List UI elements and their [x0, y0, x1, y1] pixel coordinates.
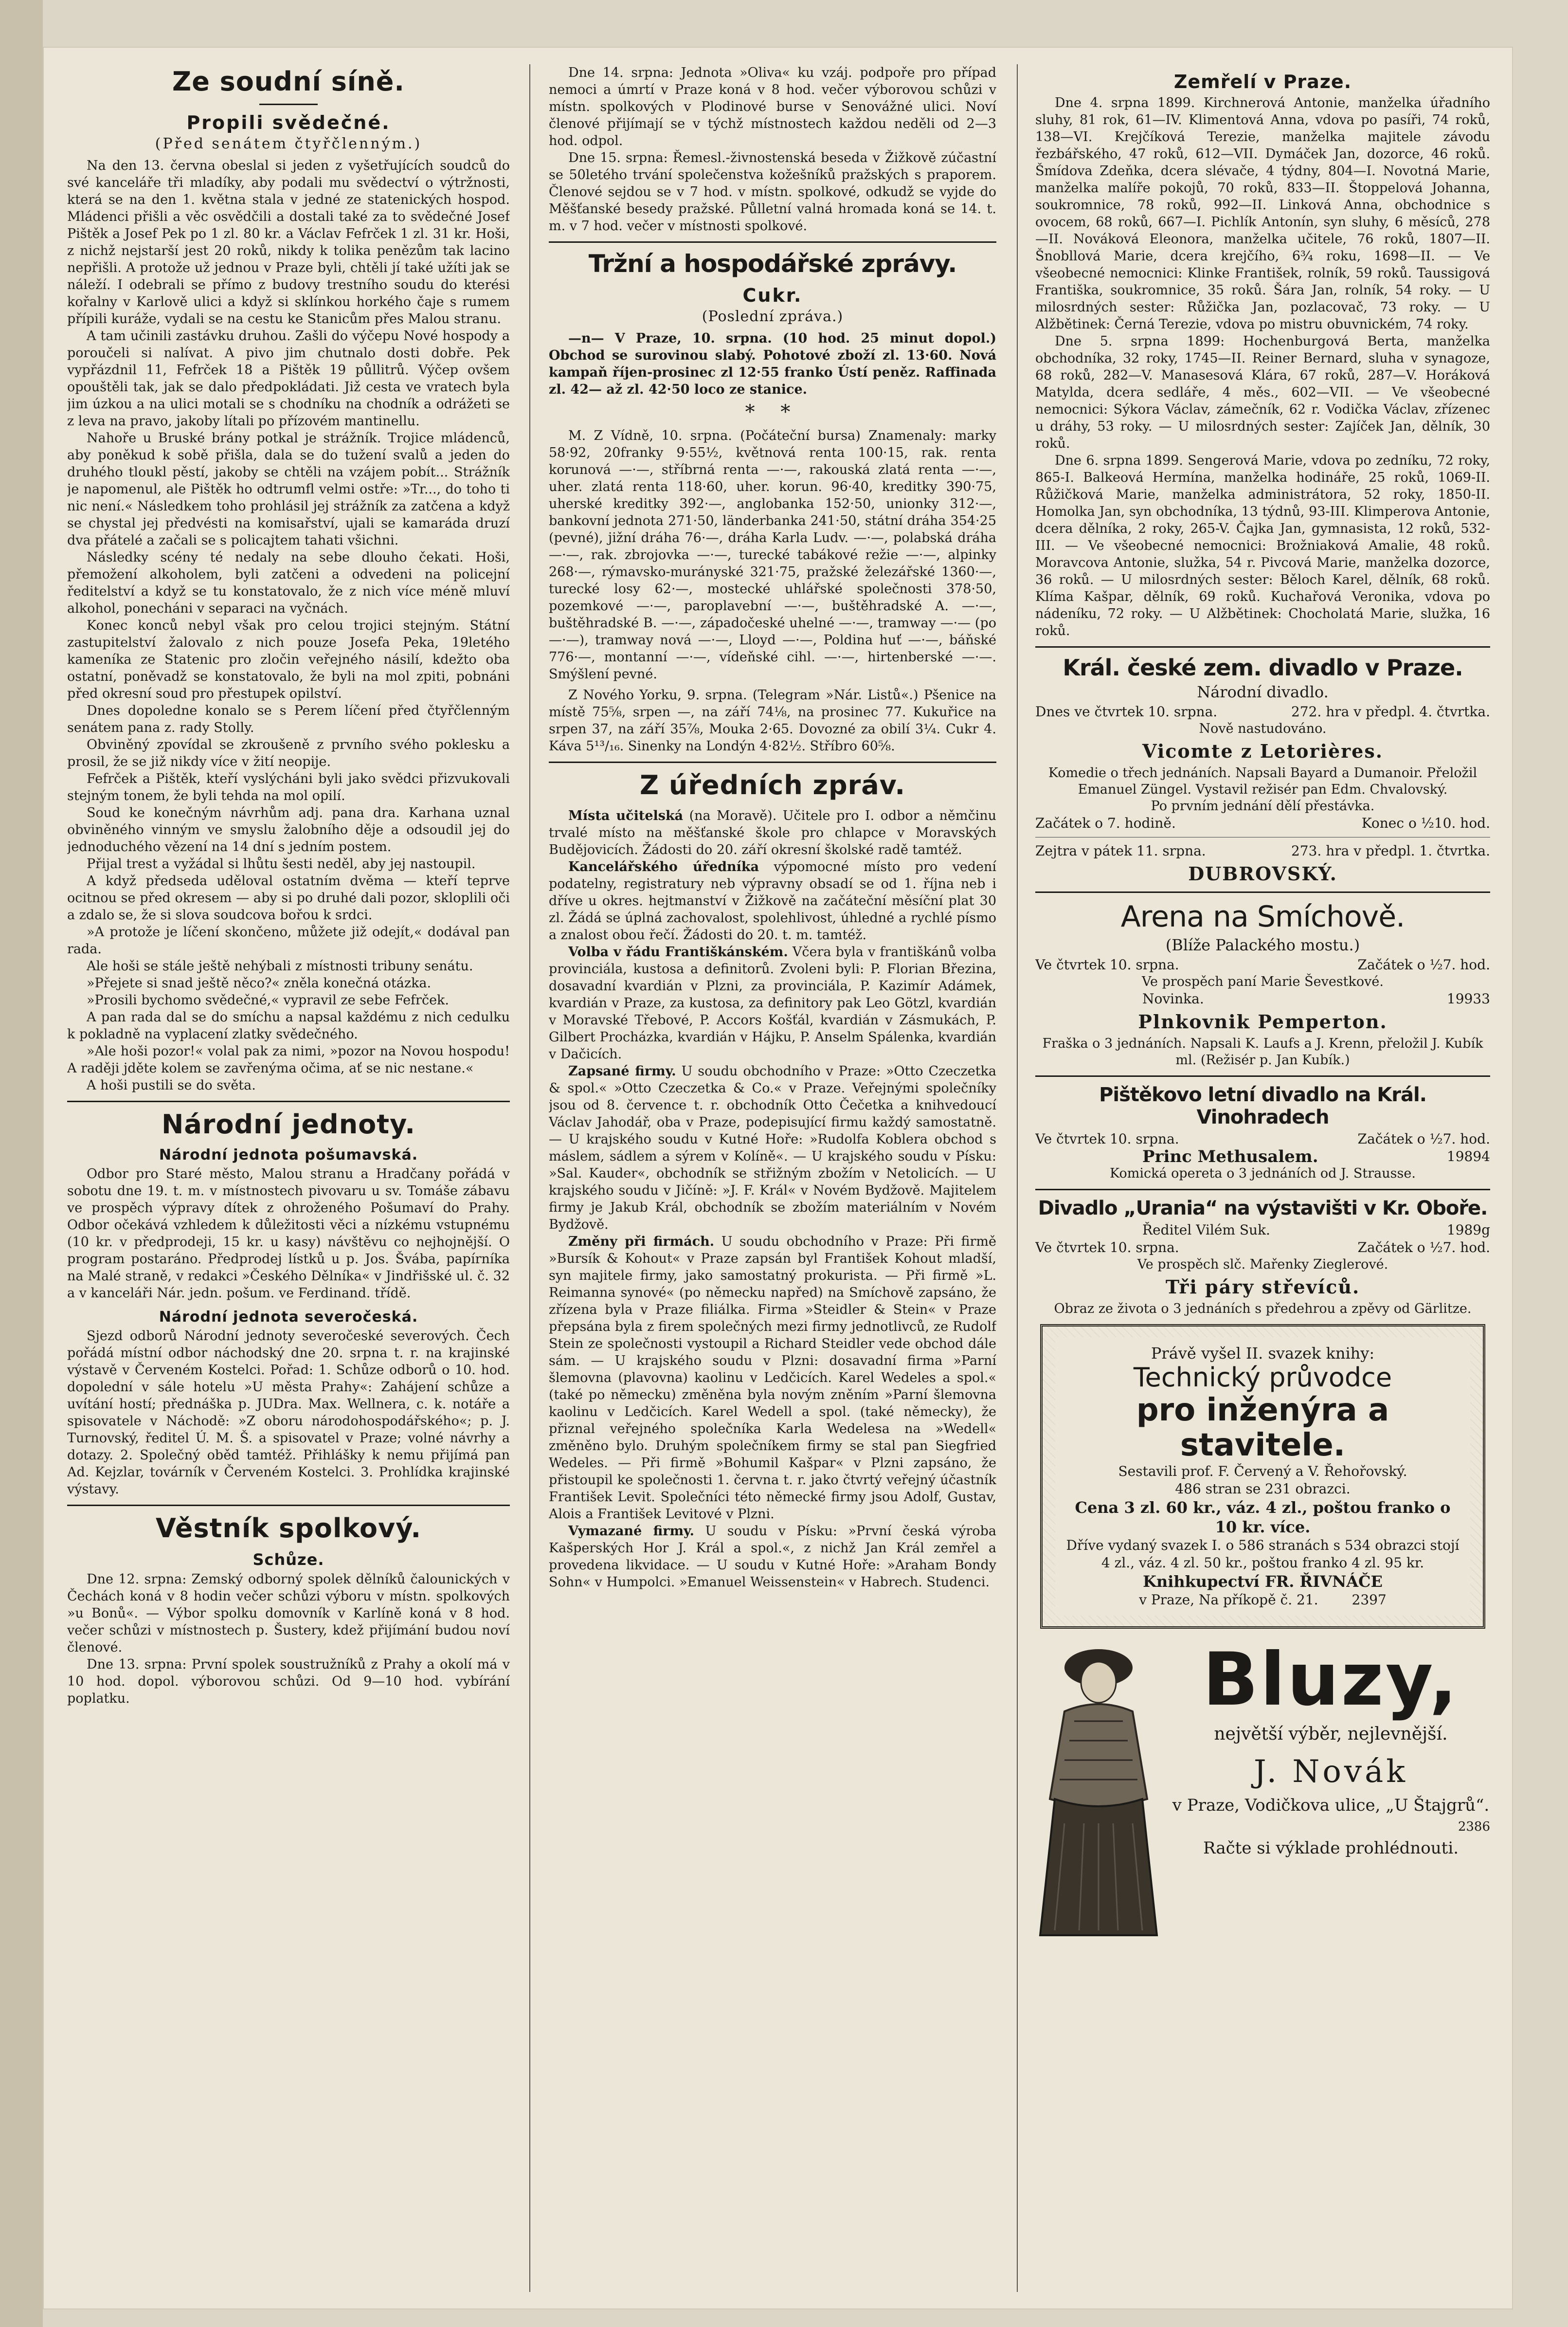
listing-row [1035, 842, 1490, 860]
theater-listing [1035, 900, 1490, 1069]
column-rule [1017, 64, 1018, 2292]
paragraph: »Prosili bychomo svědečné,« vypravil ze sebe Fefrček. [87, 993, 450, 1008]
item-text: výpomocné místo pro vedení podatelny, registratury neb výpravny obsadí se od 1. října neb i dříve u okres. hejtmanství v Žižkově na začáteční měsíční plat 30 zl. Žádá se úplná zachovalost, spolehlivost, úhledné a rychlé písmo a znalost obou řečí. Žádosti do 20. t. m. tamtéž. [549, 859, 996, 943]
paragraph: Ale hoši se stále ještě nehýbali z místnosti tribuny senátu. [87, 959, 473, 974]
listing-caption: Ve prospěch paní Marie Ševestkové. [1142, 974, 1384, 989]
section-heading: Zemřelí v Praze. [1173, 71, 1352, 92]
book-advertisement [1040, 1324, 1485, 1629]
paragraph: Na den 13. června obeslal si jeden z vyšetřujících soudců do své kanceláře tři mladíky, aby podali mu svědectví o výtržnosti, která se na den 1. května stala v jedné ze statenických hospod. Mládenci přišli a věc osvědčili a dostali také za to svědečné Josef Pištěk a Josef Pek po 1 zl. 80 kr. a Václav Fefrček 1 zl. 31 kr. Hoši, z nichž nejstarší jest 20 roků, nikdy k tolika penězům tak lacino nepřišli. A protože už jednou v Praze byli, chtěli jí také užíti jak se náleží. I odebrali se přímo z budovy trestního soudu do kterési kořalny v Karlově ulici a když si sklínkou horkého čaje s rumem přípili kuráže, vydali se na cestu ke Stanicům přes Malou stranu. [67, 158, 510, 327]
paragraph: Obviněný zpovídal se zkroušeně z prvního svého poklesku a prosil, že se již nikdy více v žití neopije. [67, 737, 510, 769]
ad-address: v Praze, Vodičkova ulice, „U Štajgrů“. [1172, 1796, 1490, 1815]
ad-number: 2386 [1458, 1819, 1490, 1834]
item-title: Kancelářského úředníka [568, 859, 759, 874]
paragraph: Soud ke konečným návrhům adj. pana dra. Karhana uznal obviněného vinným ve smyslu žalobního děje a odsoudil jej do jednoduchého vězení na 14 dní s jedním postem. [67, 805, 510, 854]
listing-row [1035, 815, 1490, 832]
theater-subtitle: Národní divadlo. [1197, 683, 1329, 701]
ad-headline: Technický průvodce [1133, 1362, 1392, 1393]
play-title: Princ Methusalem. [1142, 1147, 1318, 1166]
play-title: Vicomte z Letorières. [1142, 740, 1383, 762]
article-body [1035, 94, 1490, 639]
listing-date: Zejtra v pátek 11. srpna. [1035, 843, 1206, 859]
section-heading: Národní jednoty. [162, 1109, 415, 1140]
ad-price: Cena 3 zl. 60 kr., váz. 4 zl., poštou franko o 10 kr. více. [1075, 1498, 1451, 1536]
item-title: Změny při firmách. [568, 1234, 715, 1249]
listing-caption: Komická opereta o 3 jednáních od J. Strausse. [1110, 1166, 1416, 1181]
item-title: Místa učitelská [568, 808, 684, 823]
listing-start: Začátek o 7. hodině. [1035, 815, 1176, 831]
play-title: DUBROVSKÝ. [1188, 863, 1337, 885]
ad-line: největší výběr, nejlevnější. [1214, 1724, 1448, 1744]
ad-headline: Bluzy, [1203, 1637, 1459, 1722]
listing-end: Konec o ½10. hod. [1361, 815, 1490, 831]
item-text: (na Moravě). Učitele pro I. odbor a němčinu trvalé místo na měšťanské škole pro chlapce v Moravských Budějovicích. Žádosti do 20. září okresní školské radě tamtéž. [549, 808, 996, 857]
theater-name: Král. české zem. divadlo v Praze. [1063, 654, 1463, 681]
paragraph: »Přejete si snad ještě něco?« zněla konečná otázka. [87, 976, 432, 991]
ad-address: v Praze, Na příkopě č. 21. [1139, 1592, 1318, 1608]
paragraph: Dne 5. srpna 1899: Hochenburgová Berta, manželka obchodníka, 32 roky, 1745—II. Reiner Bernard, sluha v synagoze, 68 roků, 282—V. Manasesová Klára, 67 roků, 287—V. Horáková Matylda, dcera sedláře, 4 měs., 602—VII. — Ve všeobecné nemocnici: Sýkora Václav, zámečník, 62 r. Vodička Václav, zřízenec u dráhy, 53 roky. — U milosrdných sester: Zajíček Jan, dělník, 30 roků. [1035, 334, 1490, 451]
listing-row [1035, 1239, 1490, 1256]
ad-line: Dříve vydaný svazek I. o 586 stranách s 534 obrazci stojí 4 zl., váz. 4 zl. 50 kr., poštou franko 4 zl. 95 kr. [1066, 1537, 1460, 1571]
divider [67, 1505, 510, 1506]
ad-number: 2397 [1352, 1592, 1387, 1608]
listing-note: Novinka. [1142, 991, 1204, 1007]
ad-text [1171, 1638, 1490, 1940]
paragraph: Sjezd odborů Národní jednoty severočeské severových. Čech pořádá místní odbor náchodský dne 20. srpna t. r. na krajinské výstavě v Červeném Kostelci. Pořad: 1. Schůze odborů o 10. hod. dopolední v sále hotelu »U města Prahy«: Zahájení schůze a uvítání hostí; přednáška p. JUDra. Max. Wellnera, c. k. notáře a spisovatele v Náchodě: »Z oboru národohospodářského«; p. J. Turnovský, ředitel Ú. M. Š. a spisovatel v Praze; volné návrhy a dotazy. 2. Společný oběd tamtéž. Přihlášky k nemu přijímá pan Ad. Kejzlar, továrník v Červeném Kostelci. 3. Prohlídka krajinské výstavy. [67, 1328, 510, 1497]
divider [259, 104, 318, 105]
column-3 [1035, 64, 1490, 2292]
paragraph [549, 1233, 996, 1523]
ad-inner [1055, 1337, 1470, 1616]
section-heading: Ze soudní síně. [172, 66, 405, 97]
paragraph: Dne 12. srpna: Zemský odborný spolek dělníků čalounických v Čechách koná v 8 hodin večer schůzi výboru v místn. spolkových »u Bonů«. — Výbor spolku domovník v Karlíně koná v 8 hod. večer schůzi v místnostech p. Šustery, kdež přijímání budou noví členové. [67, 1572, 510, 1655]
section-heading: Tržní a hospodářské zprávy. [588, 250, 957, 278]
ad-merchant: J. Novák [1254, 1754, 1408, 1790]
paragraph: »Ale hoši pozor!« volal pak za nimi, »pozor na Novou hospodu! A raději jděte kolem se zavřenýma očima, ať se nic nestane.« [67, 1044, 510, 1076]
paragraph: Dne 15. srpna: Řemesl.-živnostenská beseda v Žižkově zúčastní se 50letého trvání společenstva kožešníků pražských s praporem. Členové sejdou se v 7 hod. v místn. spolkové, odkudž se vyjde do Měšťanské besedy pražské. Půlletní valná hromada koná se 14. t. m. v 7 hod. večer v místnosti spolkové. [549, 150, 996, 234]
listing-row [1035, 1130, 1490, 1148]
listing-caption: Ve prospěch slč. Mařenky Zieglerové. [1137, 1257, 1388, 1272]
ad-line: Račte si výklade prohlédnouti. [1203, 1838, 1459, 1858]
subsection-title: Národní jednota pošumavská. [159, 1146, 418, 1164]
paragraph: Odbor pro Staré město, Malou stranu a Hradčany pořádá v sobotu dne 19. t. m. v místnostech pivovaru u sv. Tomáše zábavu ve prospěch výpravy dítek z ohroženého Pošumaví do Prahy. Odbor očekává vzhledem k důležitosti věci a nízkému vstupnému (10 kr. v předprodeji, 15 kr. u kasy) návštěvu co nejhojnější. O program postaráno. Předprodej lístků u p. Jos. Švába, papírníka na Malé straně, v redakci »Českého Dělníka« v Jindřišské ul. č. 32 a v kanceláři Nár. jedn. pošum. ve Ferdinand. třídě. [67, 1166, 510, 1301]
article-title: Propili svědečné. [186, 112, 391, 133]
section-heading: Z úředních zpráv. [640, 770, 905, 800]
column-1 [67, 64, 510, 2292]
subsection-subtitle: (Poslední zpráva.) [702, 308, 844, 325]
paragraph [549, 858, 996, 944]
theater-name: Divadlo „Urania“ na výstavišti v Kr. Obоře. [1038, 1197, 1488, 1219]
section-heading: Věstník spolkový. [155, 1513, 421, 1544]
item-text: U soudu obchodního v Praze: Při firmě »Bursík & Kohout« v Praze zapsán byl František Kohout mladší, syn majitele firmy, jako samostatný prokurista. — Při firmě »L. Reimanna synové« (po německu napřed) na Smíchově zapsáno, že zřízena byla v Praze filiálka. Firma »Steidler & Stein« v Praze přepsána byla z firem společných mezi firmy jednotlivců, ze Rudolf Stein ze společnosti vystoupil a Richard Steidler vede obchod dále sám. — U krajského soudu v Plzni: dosavadní firma »Parní šlemovna (plavovna) kaolinu v Ledčicích. Karel Wedeles a spol.« (také po německu) změněna byla novým zněním »Parní šlemovna kaolinu v Ledčicích. Karel Wedell a spol. (také německy), že přiznal veřejného společníka Karla Wedelesa na »Wedell« změněno bylo. Druhým společníkem firmy se stal pan Siegfried Wedeles. — Při firmě »Bohumil Kašpar« v Plzni zapsáno, že přistoupil ke společnosti 1. června t. r. jako čtvrtý veřejný účastník František Levit. Společníci této německé firmy jsou Adolf, Gustav, Alois a František Levitové v Plzni. [549, 1234, 996, 1522]
paragraph: »A protože je líčení skončeno, můžete již odejít,« dodával pan rada. [67, 925, 510, 957]
item-text: U soudu v Písku: »První česká výroba Kašperských Hor J. Král a spol.«, z nichž Jan Král zemřel a provedena likvidace. — U soudu v Kutné Hoře: »Araham Bondy Sohn« v Humpolci. »Emanuel Weissenstein« v Habrech. Studenci. [549, 1524, 996, 1590]
paragraph: Dne 6. srpna 1899. Sengerová Marie, vdova po zedníku, 72 roky, 865-I. Balkeová Hermína, manželka hodináře, 25 roků, 1069-II. Růžičková Marie, manželka administrátora, 52 roky, 1850-II. Homolka Jan, syn obchodníka, 13 týdnů, 93-III. Klimperova Antonie, dcera dělníka, 2 roky, 265-V. Čajka Jan, gymnasista, 12 roků, 532-III. — Ve všeobecné nemocnici: Brožniaková Amalie, 48 roků. Moravcova Antonie, služka, 54 r. Pivcová Marie, manželka dozorce, 36 roků. — U milosrdných sester: Běloch Karel, dělník, 68 roků. Klíma Kašpar, dělník, 69 roků. Kuchařová Veronika, vdova po nádeníku, 72 roky. — U Alžbětinek: Chocholatá Marie, služka, 16 roků. [1035, 453, 1490, 638]
divider [1035, 646, 1490, 648]
ad-line: 486 stran se 231 obrazci. [1175, 1481, 1351, 1497]
play-title: Tři páry střevíců. [1165, 1276, 1360, 1298]
listing-start: Začátek o ½7. hod. [1357, 1131, 1490, 1147]
paragraph [549, 1063, 996, 1233]
item-title: Zapsané firmy. [568, 1064, 676, 1079]
article-body [67, 157, 510, 1094]
ad-line [1062, 1591, 1463, 1609]
paragraph: Nahoře u Bruské brány potkal je strážník. Trojice mládenců, aby poněkud k sobě přišla, dala se do tužení svalů a jeden do druhého tloukl pěstí, jakoby se chtěli na vzájem pobít... Strážník je napomenul, ale Pištěk ho odtrumfl velmi ostře: »Tr..., do toho ti nic není.« Následkem toho prohlásil jej strážník za zatčena a když se chystal jej předvésti na komisařství, ujali se kamaráda druzí dva přátelé a začali se s policajtem tahati všichni. [67, 431, 510, 548]
paragraph: A pan rada dal se do smíchu a napsal každému z nich cedulku k pokladně na vyplacení zlatky svědečného. [67, 1010, 510, 1042]
ad-line: Sestavili prof. F. Červený a V. Řehořovský. [1118, 1463, 1407, 1479]
paragraph: Dne 4. srpna 1899. Kirchnerová Antonie, manželka úřadního sluhy, 81 rok, 61—IV. Klimentová Anna, vdova po pasíři, 74 roků, 138—VI. Krejčíková Terezie, manželka majitele závodu řezbářského, 47 roků, 612—VII. Dymáček Jan, dozorce, 46 roků. Šmídova Zdeňka, dcera slévače, 4 týdny, 804—I. Novotná Marie, manželka malíře pokojů, 70 roků, 833—II. Štoppelová Johanna, soukromnice, 78 roků, 992—II. Linková Anna, obchodnice s ovocem, 68 roků, 667—I. Pichlík Antonín, syn sluhy, 6 měsíců, 278—II. Nováková Eleonora, manželka učitele, 76 roků, 1807—II. Šnobllová Marie, dcera krejčího, 6¾ roku, 1698—II. — Ve všeobecné nemocnici: Klinke František, rolník, 59 roků. Taussigová Františka, soukromnice, 35 roků. Šára Jan, rolník, 54 roky. — U milosrdných sester: Růžička Jan, pozlacovač, 73 roky. — U Alžbětinek: Černá Terezie, vdova po mistru obuvnickém, 74 roky. [1035, 95, 1490, 332]
listing-date: Ve čtvrtek 10. srpna. [1035, 957, 1179, 973]
theater-listing [1035, 1197, 1490, 1317]
blouse-advertisement [1035, 1638, 1490, 1940]
paragraph: M. Z Vídně, 10. srpna. (Počáteční bursa) Znamenaly: marky 58·92, 20franky 9·55½, květnová renta 100·15, rak. renta korunová —·—, stříbrná renta —·—, rakouská zlatá renta —·—, uher. zlatá renta 118·60, uher. korun. 96·40, kreditky 390·75, uherské kreditky 392·—, anglobanka 152·50, unionky 312·—, bankovní jednota 271·50, länderbanka 241·50, státní dráha 354·25 (pevné), jižní dráha 76·—, dráha Karla Ludv. —·—, polabská dráha —·—, rak. zbrojovka —·—, turecké tabákové režie —·—, alpinky 268·—, rýmavsko-murányské 321·75, pražské železářské 1360·—, turecké losy 62·—, mostecké uhlářské společnosti 378·50, pozemkové —·—, paroplavební —·—, buštěhradské A. —·—, buštěhradské B. —·—, západočeské uhelné —·—, tramway —·— (po —·—), tramway nová —·—, Lloyd —·—, Poldina huť —·—, báňské 776·—, montanní —·—, vídeňské cihl. —·—, hirtenberské —·—. Smýšlení pevné. [549, 428, 996, 682]
paragraph: Přijal trest a vyžádal si lhůtu šesti neděl, aby jej nastoupil. [87, 856, 476, 872]
paragraph: Fefrček a Pištěk, kteří vyslýcháni byli jako svědci přizvukovali stejným tonem, že byli tehda na mol opilí. [67, 771, 510, 803]
theater-listing [1035, 1084, 1490, 1182]
listing-number: 19894 [1446, 1148, 1490, 1164]
paragraph: A když předseda uděloval ostatním dvěma — kteří teprve ocitnou se před okresem — aby si po druhé dali pozor, skloplili oči a zdalo se, že si slova soudcova bořou k srdci. [67, 873, 510, 923]
ad-headline: pro inženýra a stavitele. [1136, 1392, 1389, 1463]
theater-listing [1035, 654, 1490, 885]
article-subtitle: (Před senátem čtyřčlenným.) [155, 135, 422, 152]
theater-director: Ředitel Vilém Suk. [1142, 1222, 1270, 1238]
listing-date: Ve čtvrtek 10. srpna. [1035, 1131, 1179, 1147]
divider [67, 1101, 510, 1102]
listing-number: 19933 [1446, 991, 1490, 1007]
paragraph: A tam učinili zastávku druhou. Zašli do výčepu Nové hospody a poroučeli si nalívat. A pivo jim chutnalo dosti dobře. Pek vypřázdnil 11, Fefrček 18 a Pištěk 19 půllitrů. Výčep ovšem opouštěli tak, jak se dalo předpokládati. Již cesta ve vratech byla jim úzkou a na ulici motali se s chodníku na chodník a odrážeti se z leva na pravo, jakoby lítali po přízovém mantinellu. [67, 328, 510, 429]
listing-start: Začátek o ½7. hod. [1357, 1239, 1490, 1255]
divider [1035, 891, 1490, 893]
divider [1035, 1189, 1490, 1190]
item-text: Včera byla v františkánů volba provinciála, kustosa a definitorů. Zvoleni byli: P. Florian Březina, dosavadní kvardián v Plzni, za provinciála, P. Kazimír Adámek, kvardián v Praze, za kustosa, za definitory pak Leo Götzl, kvardián v Moravské Třebové, P. Accors Košťál, kvardián v Zásmukách, P. Gilbert Procházka, kvardián v Hájku, P. Anselm Spálenka, kvardián v Dačicích. [549, 945, 996, 1062]
theater-subtitle: (Blíže Palackého mostu.) [1165, 936, 1360, 954]
divider [549, 241, 996, 243]
listing-row [1035, 1221, 1490, 1239]
listing-date: Ve čtvrtek 10. srpna. [1035, 1239, 1179, 1255]
paragraph [549, 1523, 996, 1591]
subsection-title: Národní jednota severočeská. [159, 1309, 418, 1326]
column-2 [549, 64, 996, 2292]
column-rule [529, 64, 530, 2292]
item-title: Volba v řádu Františkánském. [568, 945, 788, 960]
item-text: U soudu obchodního v Praze: »Otto Czeczetka & spol.« »Otto Czeczetka & Co.« v Praze. Veřejnými společníky jsou od 8. července t. r. obchodník Otto Čečetka a knihvedoucí Václav Jahodář, oba v Praze, podepisující firmu každý samostatně. — U krajského soudu v Kutné Hoře: »Rudolfa Koblera obchod s máslem, sádlem a sýrem v Kolíně«. — U krajského soudu v Písku: »Sal. Kauder«, obchodník se střižným zbožím v Netolicích. — U krajského soudu v Jičíně: »J. F. Král« v Novém Bydžově. Majitelem firmy je Jakub Král, obchodník se zbožím materiálním v Novém Bydžově. [549, 1064, 996, 1232]
theater-name: Pištěkovo letní divadlo na Král. Vinohradech [1099, 1084, 1426, 1128]
newspaper-page [43, 47, 1513, 2309]
paragraph: —n— V Praze, 10. srpna. (10 hod. 25 minut dopol.) Obchod se surovinou slabý. Pohotové zboží zl. 13·60. Nová kampaň říjen-prosinec zl 12·55 franko Ústí peněz. Raffinada zl. 42— až zl. 42·50 loco ze stanice. [549, 331, 996, 397]
paragraph [549, 944, 996, 1063]
paragraph: Dne 14. srpna: Jednota »Oliva« ku vzáj. podpoře pro případ nemoci a úmrtí v Praze koná v 8 hod. večer výborovou schůzi v místn. spolkových v Plodinové burse v Senovážné ulici. Noví členové přijímají se v týchž místnostech každou neděli od 2—3 hod. odpol. [549, 65, 996, 148]
subsection-title: Cukr. [742, 285, 803, 306]
paragraph: Z Nového Yorku, 9. srpna. (Telegram »Nár. Listů«.) Pšenice na místě 75⅝, srpen —, na září 74⅛, na prosinec 77. Kukuřice na srpen 37, na září 35⅞, Mouka 2·65. Dovozné za obilí 3¼. Cukr 4. Káva 5¹³/₁₆. Sinenky na Londýn 4·82½. Stříbro 60⅝. [549, 688, 996, 754]
paragraph: Dnes dopoledne konalo se s Perem líčení před čtyřčlenným senátem pana z. rady Stolly. [67, 703, 510, 735]
ad-publisher: Knihkupectví FR. ŘIVNÁČE [1143, 1572, 1383, 1591]
subsection-title: Schůze. [252, 1550, 324, 1569]
paragraph: Dne 13. srpna: První spolek soustružníků z Prahy a okolí má v 10 hod. dopol. výborovou schůzi. Od 9—10 hod. vybírání poplatku. [67, 1657, 510, 1706]
article-body [67, 1571, 510, 1707]
listing-start: Začátek o ½7. hod. [1357, 957, 1490, 973]
listing-row [1035, 1148, 1490, 1165]
listing-note: 272. hra v předpl. 4. čtvrtka. [1291, 704, 1490, 720]
listing-date: Dnes ve čtvrtek 10. srpna. [1035, 704, 1218, 720]
paragraph: Následky scény té nedaly na sebe dlouho čekati. Hoši, přemožení alkoholem, byli zatčeni a odvedeni na policejní ředitelství a když se tu konstatovalo, že z nich více méně mluví alkohol, ponecháni v separaci na vyčnách. [67, 550, 510, 616]
listing-number: 1989g [1446, 1222, 1490, 1238]
listing-caption: Nově nastudováno. [1199, 721, 1327, 736]
paragraph [549, 807, 996, 858]
divider [1035, 1075, 1490, 1077]
item-title: Vymazané firmy. [568, 1524, 695, 1539]
listing-row [1035, 703, 1490, 721]
separator-stars: * * [745, 401, 800, 423]
theater-name: Arena na Smíchově. [1120, 900, 1405, 934]
listing-caption: Obraz ze života o 3 jednáních s předehrou a zpěvy od Gärlitze. [1054, 1301, 1472, 1316]
listing-row [1035, 990, 1490, 1008]
play-title: Plnkovnik Pemperton. [1138, 1011, 1388, 1033]
paragraph: Konec konců nebyl však pro celou trojici stejným. Státní zastupitelství žalovalo z nich pouze Josefa Peka, 19letého kameníka ze Statenic pro zločin veřejného násilí, kdežto oba ostatní, poněvadž se konstatovalo, že byli na mol zpiti, pobnáni před okresní soud pro přestupek opilství. [67, 618, 510, 701]
ad-line: Právě vyšel II. svazek knihy: [1151, 1344, 1375, 1363]
notices [549, 64, 996, 235]
listing-caption: Po prvním jednání dělí přestávka. [1151, 799, 1375, 814]
listing-caption: Komedie o třech jednáních. Napsali Bayard a Dumanoir. Přeložil Emanuel Züngel. Vystavil režisér pan Edm. Chvalovský. [1048, 765, 1478, 797]
woman-in-blouse-illustration [1035, 1638, 1162, 1940]
listing-row [1035, 956, 1490, 974]
binding-edge [0, 0, 43, 2327]
divider [549, 762, 996, 763]
listing-note: 273. hra v předpl. 1. čtvrtka. [1291, 843, 1490, 859]
paragraph: A hoši pustili se do světa. [87, 1078, 256, 1093]
listing-caption: Fraška o 3 jednáních. Napsali K. Laufs a J. Krenn, přeložil J. Kubík ml. (Režisér p. Jan Kubík.) [1042, 1036, 1483, 1068]
